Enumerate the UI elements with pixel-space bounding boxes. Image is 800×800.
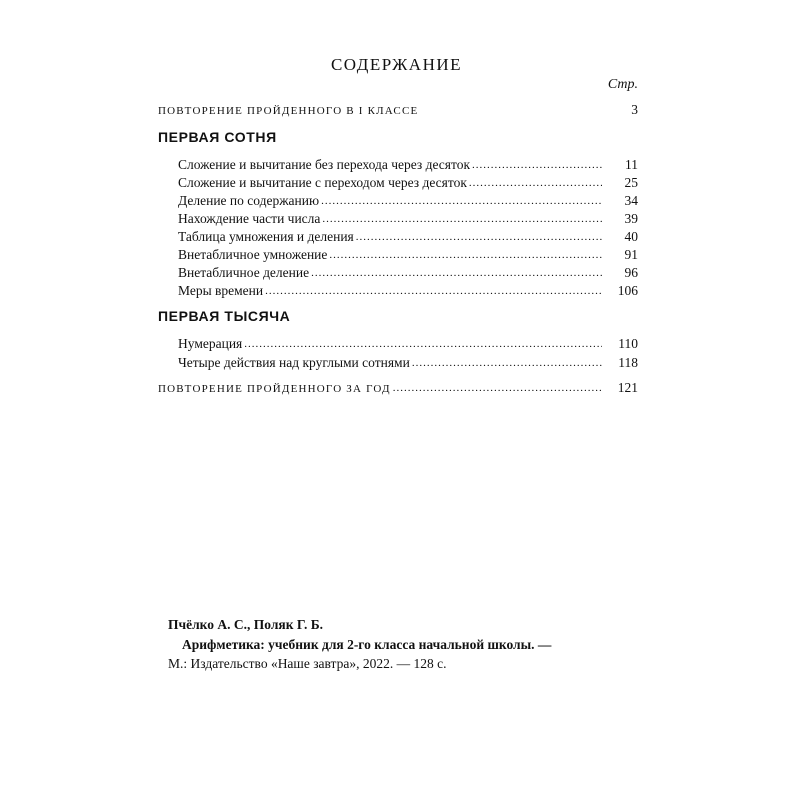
toc-entry-page: 40	[624, 229, 638, 244]
section-heading-first-thousand: ПЕРВАЯ ТЫСЯЧА	[158, 308, 291, 324]
toc-entry-page: 39	[624, 211, 638, 226]
bibliography-publication: М.: Издательство «Наше завтра», 2022. — 128 с.	[168, 656, 447, 671]
leader-dots	[472, 155, 602, 171]
toc-entry-page: 11	[625, 157, 638, 172]
toc-entry-page: 118	[618, 355, 638, 370]
toc-entry-label: Таблица умножения и деления	[178, 229, 354, 244]
toc-entry	[178, 210, 638, 228]
bibliography-authors: Пчёлко А. С., Поляк Г. Б.	[168, 617, 323, 632]
toc-entry	[178, 156, 638, 174]
toc-entry-label: Сложение и вычитание с переходом через десяток	[178, 175, 467, 190]
toc-entry-label: Внетабличное умножение	[178, 247, 328, 262]
section-heading-first-hundred: ПЕРВАЯ СОТНЯ	[158, 129, 277, 145]
toc-entry-label: Меры времени	[178, 283, 264, 298]
leader-dots	[356, 227, 602, 243]
leader-dots	[265, 281, 602, 297]
leader-dots	[393, 378, 602, 394]
toc-entry	[178, 335, 638, 353]
toc-entry-page: 96	[624, 265, 638, 280]
toc-entry-label: Нахождение части числа	[178, 211, 321, 226]
leader-dots	[311, 263, 602, 279]
toc-entry	[178, 282, 638, 300]
toc-entry-label: Деление по содержанию	[178, 193, 320, 208]
toc-entry-page: 34	[624, 193, 638, 208]
page-column-label: Стр.	[607, 77, 638, 92]
toc-entry-final	[158, 379, 638, 398]
toc-entry-page: 3	[631, 102, 638, 117]
toc-entry-page: 121	[617, 380, 638, 395]
leader-dots	[321, 191, 602, 207]
toc-entry	[178, 192, 638, 210]
bibliography-title: Арифметика: учебник для 2-го класса начальной школы. —	[182, 637, 552, 652]
contents-title: СОДЕРЖАНИЕ	[330, 55, 463, 74]
toc-entry-label: ПОВТОРЕНИЕ ПРОЙДЕННОГО ЗА ГОД	[158, 383, 391, 395]
toc-entry	[178, 228, 638, 246]
leader-dots	[329, 245, 602, 261]
leader-dots	[244, 334, 602, 350]
toc-entry-label: Внетабличное деление	[178, 265, 310, 280]
toc-entry	[178, 354, 638, 372]
toc-entry-label: ПОВТОРЕНИЕ ПРОЙДЕННОГО В I КЛАССЕ	[158, 105, 419, 117]
toc-entry	[178, 246, 638, 264]
toc-entry	[178, 174, 638, 192]
toc-entry-intro	[158, 101, 638, 120]
leader-dots	[412, 353, 602, 369]
toc-entry-page: 106	[617, 283, 638, 298]
toc-entry-page: 110	[618, 336, 638, 351]
leader-dots	[322, 209, 602, 225]
toc-entry	[178, 264, 638, 282]
toc-entry-label: Нумерация	[178, 336, 243, 351]
toc-entry-page: 25	[624, 175, 638, 190]
toc-entry-label: Сложение и вычитание без перехода через десяток	[178, 157, 471, 172]
leader-dots	[469, 173, 602, 189]
toc-entry-label: Четыре действия над круглыми сотнями	[178, 355, 410, 370]
toc-entry-page: 91	[624, 247, 638, 262]
